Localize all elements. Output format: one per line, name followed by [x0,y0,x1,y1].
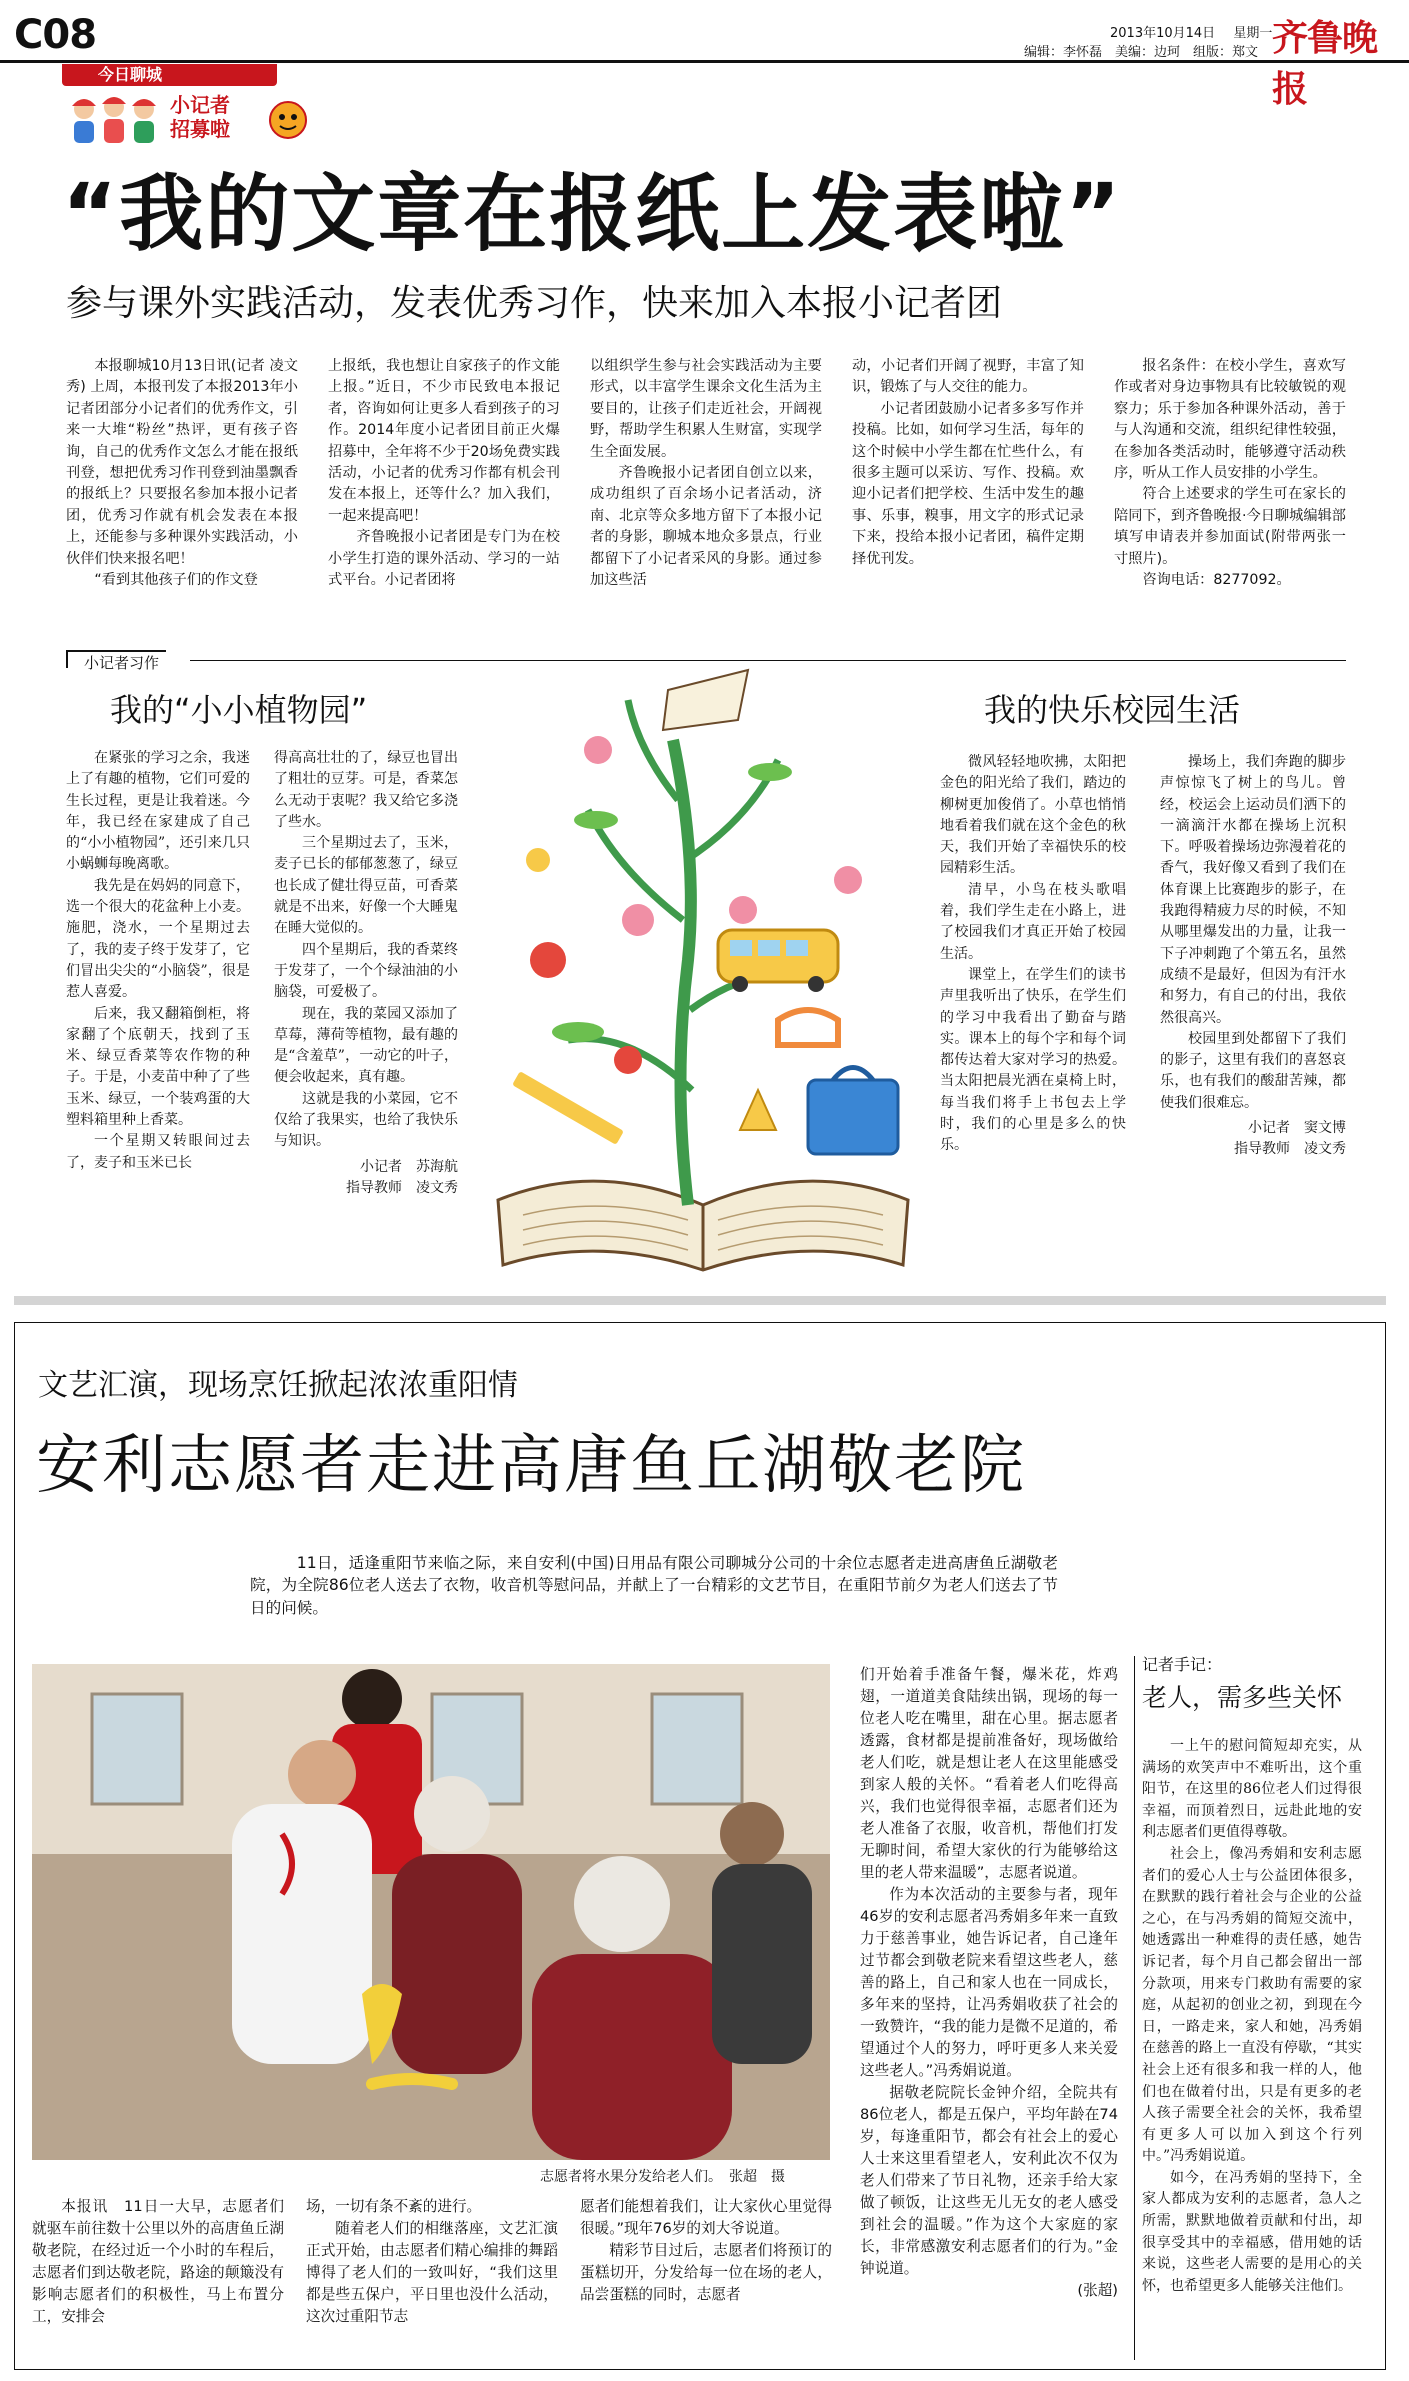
story1-col2 [328,356,560,591]
paragraph: 三个星期过去了，玉米，麦子已长的郁郁葱葱了，绿豆也长成了健壮得豆苗，可香菜就是不出来，好像一个大睡鬼在睡大觉似的。 [274,835,458,937]
essays-label: 小记者习作 [84,654,160,672]
recruit-badge [66,92,356,146]
volunteer-photo [32,1664,830,2160]
essay2-author: 小记者 窦文博 [1248,1120,1346,1137]
paragraph: 们开始着手准备午餐，爆米花，炸鸡翅，一道道美食陆续出锅，现场的每一位老人吃在嘴里，甜在心里。据志愿者透露，食材都是提前准备好，现场做给老人们吃，就是想让老人在这里能感受到家人般的关怀。“看着老人们吃得高兴，我们也觉得很幸福，志愿者们还为老人准备了衣服，收音机，帮他们打发无聊时间，希望大家伙的行为能够给这里的老人带来温暖”，志愿者说道。 [860,1666,1118,1881]
section-tab [62,64,277,86]
paragraph: 后来，我又翻箱倒柜，将家翻了个底朝天，找到了玉米、绿豆香菜等农作物的种子。于是，小麦苗中种了了些玉米、绿豆，一个装鸡蛋的大塑料箱里种上香菜。 [66,1005,250,1129]
essay2-title: 我的快乐校园生活 [984,691,1241,729]
header-editors: 编辑：李怀磊 美编：边珂 组版：郑文 [1024,45,1259,60]
date: 2013年10月14日 [1110,26,1216,41]
recruit-line1: 小记者 [170,93,230,117]
essay1-teacher: 指导教师 凌文秀 [346,1179,458,1196]
paragraph: 我先是在妈妈的同意下，选一个很大的花盆种上小麦。施肥，浇水，一个星期过去了，我的麦子终于发芽了，它们冒出尖尖的“小脑袋”，很是惹人喜爱。 [66,877,250,1001]
paragraph: 校园里到处都留下了我们的影子，这里有我们的喜怒哀乐，也有我们的酸甜苦辣，都使我们很难忘。 [1160,1030,1346,1111]
paragraph: 课堂上，在学生们的读书声里我听出了快乐，在学生们的学习中我看出了勤奋与踏实。课本上的每个字和每个词都传达着大家对学习的热爱。当太阳把晨光洒在桌椅上时，每当我们将手上书包去上学时，我们的心里是多么的快乐。 [940,966,1126,1154]
essay2-col1 [940,752,1126,1157]
essay2-col2 [1160,752,1346,1161]
header-date [1110,22,1272,41]
paragraph: 得高高壮壮的了，绿豆也冒出了粗壮的豆芽。可是，香菜怎么无动于衷呢？我又给它多浇了些水。 [274,750,458,830]
story1-col3 [590,356,822,591]
mascot-icon [266,98,310,142]
paragraph: 操场上，我们奔跑的脚步声惊惊飞了树上的鸟儿。曾经，校运会上运动员们洒下的一滴滴汗水都在操场上沉积下。呼吸着操场边弥漫着花的香气，我好像又看到了我们在体育课上比赛跑步的影子，在我跑得精疲力尽的时候，不知从哪里爆发出的力量，让我一下子冲刺跑了个第五名，虽然成绩不是最好，但因为有汗水和努力，有自己的付出，我依然很高兴。 [1160,754,1346,1026]
photo-image [32,1664,830,2160]
paragraph: 咨询电话：8277092。 [1142,572,1291,589]
story1-subhead: 参与课外实践活动，发表优秀习作，快来加入本报小记者团 [66,283,1003,324]
paragraph: 上报纸，我也想让自家孩子的作文能上报。”近日，不少市民致电本报记者，咨询如何让更多人看到孩子的习作。2014年度小记者团目前正火爆招募中，全年将不少于20场免费实践活动，小记者的优秀习作都有机会刊发在本报上，还等什么？加入我们，一起来提高吧！ [328,358,560,524]
paragraph: 一个星期又转眼间过去了，麦子和玉米已长 [66,1133,250,1171]
story2-bottom-col2 [306,2196,558,2328]
paragraph: 一上午的慰问简短却充实，从满场的欢笑声中不难听出，这个重阳节，在这里的86位老人们过得很幸福，而顶着烈日，远赴此地的安利志愿者们更值得尊敬。 [1142,1738,1362,1841]
paragraph: 四个星期后，我的香菜终于发芽了，一个个绿油油的小脑袋，可爱极了。 [274,941,458,1001]
paragraph: 场，一切有条不紊的进行。 [306,2198,482,2215]
paragraph: 现在，我的菜园又添加了草莓，薄荷等植物，最有趣的是“含羞草”，一动它的叶子，便会收起来，真有趣。 [274,1005,458,1086]
header-rule [0,60,1409,63]
paragraph: 随着老人们的相继落座，文艺汇演正式开始，由志愿者们精心编排的舞蹈博得了老人们的一致叫好，“我们这里都是些五保户，平日里也没什么活动，这次过重阳节志 [306,2220,558,2325]
tree-book-illustration [478,660,928,1280]
story2-kicker: 文艺汇演，现场烹饪掀起浓浓重阳情 [38,1368,518,1403]
paragraph: 据敬老院院长金钟介绍，全院共有86位老人，都是五保户，平均年龄在74岁，每逢重阳节，都会有社会上的爱心人士来这里看望老人，安利此次不仅为老人们带来了节日礼物，还亲手给大家做了顿饭，让这些无儿无女的老人感受到社会的温暖。”作为这个大家庭的家长，非常感激安利志愿者们的行为。”金钟说道。 [860,2084,1118,2277]
paragraph: 微风轻轻地吹拂，太阳把金色的阳光给了我们，踏边的柳树更加俊俏了。小草也悄悄地看着我们就在这个金色的秋天，我们开始了幸福快乐的校园精彩生活。 [940,754,1126,877]
paragraph: 如今，在冯秀娟的坚持下，全家人都成为安利的志愿者，急人之所需，默默地做着贡献和付出，却很享受其中的幸福感，借用她的话来说，这些老人需要的是用心的关怀，也希望更多人能够关注他们。 [1142,2169,1362,2294]
story2-bottom-col3 [580,2196,832,2306]
story2-bottom-col1 [32,2196,284,2328]
paragraph: 作为本次活动的主要参与者，现年46岁的安利志愿者冯秀娟多年来一直致力于慈善事业，她告诉记者，自己逢年过节都会到敬老院来看望这些老人，慈善的路上，自己和家人也在一同成长，多年来的坚持，让冯秀娟收获了社会的一致赞许，“我的能力是微不足道的，希望通过个人的努力，呼吁更多人来关爱这些老人。”冯秀娟说道。 [860,1886,1118,2079]
essay2-teacher: 指导教师 凌文秀 [1234,1141,1346,1158]
essay1-col1 [66,748,250,1174]
paragraph: 清早，小鸟在枝头歌唱着，我们学生走在小路上，进了校园我们才真正开始了校园生活。 [940,881,1126,962]
sidebar-title: 老人，需多些关怀 [1142,1683,1343,1712]
paragraph: 社会上，像冯秀娟和安利志愿者们的爱心人士与公益团体很多，在默默的践行着社会与企业的公益之心，在与冯秀娟的简短交流中，她透露出一种难得的责任感，她告诉记者，每个月自己都会留出一部分款项，用来专门救助有需要的家庭，从起初的创业之初，到现在今日，一路走来，家人和她，冯秀娟在慈善的路上一直没有停歇，“其实社会上还有很多和我一样的人，他们也在做着付出，只是有更多的老人孩子需要全社会的关怀，我希望有更多人可以加入到这个行列中。”冯秀娟说道。 [1142,1845,1362,2165]
paragraph: 小记者团鼓励小记者多多写作并投稿。比如，如何学习生活，每年的这个时候中小学生都在忙些什么，有很多主题可以采访、写作、投稿。欢迎小记者们把学校、生活中发生的趣事、乐事，糗事，用文字的形式记录下来，投给本报小记者团，稿件定期择优刊发。 [852,400,1084,567]
story1-col5 [1114,356,1346,591]
story2-lead: 11日，适逢重阳节来临之际，来自安利(中国)日用品有限公司聊城分公司的十余位志愿者走进高唐鱼丘湖敬老院，为全院86位老人送去了衣物，收音机等慰问品，并献上了一台精彩的文艺节目，在重阳节前夕为老人们送去了节日的问候。 [250,1554,1058,1617]
paragraph: 符合上述要求的学生可在家长的陪同下，到齐鲁晚报·今日聊城编辑部填写申请表并参加面试(附带两张一寸照片)。 [1114,486,1346,567]
paragraph: 这就是我的小菜园，它不仅给了我果实，也给了我快乐与知识。 [274,1090,458,1150]
paragraph: 以组织学生参与社会实践活动为主要形式，以丰富学生课余文化生活为主要目的，让孩子们走近社会，开阔视野，帮助学生积累人生财富，实现学生全面发展。 [590,358,822,460]
paragraph: “看到其他孩子们的作文登 [94,572,258,589]
story1-col4 [852,356,1084,570]
paragraph: 精彩节目过后，志愿者们将预订的蛋糕切开，分发给每一位在场的老人，品尝蛋糕的同时，志愿者 [580,2242,832,2303]
photo-caption: 志愿者将水果分发给老人们。 张超 摄 [540,2169,785,2185]
essay1-title: 我的“小小植物园” [110,691,368,729]
paragraph: 报名条件：在校小学生，喜欢写作或者对身边事物具有比较敏锐的观察力；乐于参加各种课外活动，善于与人沟通和交流，组织纪律性较强，在参加各类活动时，能够遵守活动秩序，听从工作人员安排的小学生。 [1114,358,1346,482]
sidebar-label: 记者手记： [1142,1655,1223,1674]
story2-byline: (张超) [1077,2282,1118,2299]
essay1-author: 小记者 苏海航 [360,1158,458,1175]
story2-headline: 安利志愿者走进高唐鱼丘湖敬老院 [36,1429,1026,1503]
paragraph: 动，小记者们开阔了视野，丰富了知识，锻炼了与人交往的能力。 [852,358,1084,396]
paragraph: 本报聊城10月13日讯(记者 凌文秀) 上周，本报刊发了本报2013年小记者团部分小记者们的优秀作文，引来一大堆“粉丝”热评，更有孩子咨询，自己的优秀作文怎么才能在报纸刊登，想把优秀习作刊登到油墨飘香的报纸上？只要报名参加本报小记者团，优秀习作就有机会发表在本报上，还能参与多种课外实践活动，小伙伴们快来报名吧！ [66,358,298,567]
story1-col1 [66,356,298,591]
sidebar-divider [1134,1656,1135,2360]
story1-headline: “我的文章在报纸上发表啦” [62,165,1123,263]
page-number: C08 [14,12,97,58]
essay1-col2 [274,748,458,1199]
weekday: 星期一 [1233,26,1273,41]
paper-logo: 齐鲁晚报 [1272,17,1378,110]
paragraph: 本报讯 11日一大早，志愿者们就驱车前往数十公里以外的高唐鱼丘湖敬老院，在经过近一个小时的车程后，志愿者们到达敬老院，路途的颠簸没有影响志愿者们的积极性，马上布置分工，安排会 [32,2198,284,2325]
sidebar-body [1142,1736,1362,2297]
section-divider [14,1296,1386,1305]
paragraph: 在紧张的学习之余，我迷上了有趣的植物，它们可爱的生长过程，更是让我着迷。今年，我已经在家建成了自己的“小小植物园”，还引来几只小蜗蛳每晚离歌。 [66,750,250,873]
paragraph: 齐鲁晚报小记者团自创立以来，成功组织了百余场小记者活动，济南、北京等众多地方留下了本报小记者的身影，聊城本地众多景点，行业都留下了小记者采风的身影。通过参加这些活 [590,465,822,589]
kids-icon [66,92,166,146]
story2-mid-col [860,1664,1118,2302]
section-title: 今日聊城 [98,65,163,84]
paragraph: 齐鲁晚报小记者团是专门为在校小学生打造的课外活动、学习的一站式平台。小记者团将 [328,529,560,589]
recruit-line2: 招募啦 [170,117,230,141]
paragraph: 愿者们能想着我们，让大家伙心里觉得很暖。”现年76岁的刘大爷说道。 [580,2198,832,2237]
